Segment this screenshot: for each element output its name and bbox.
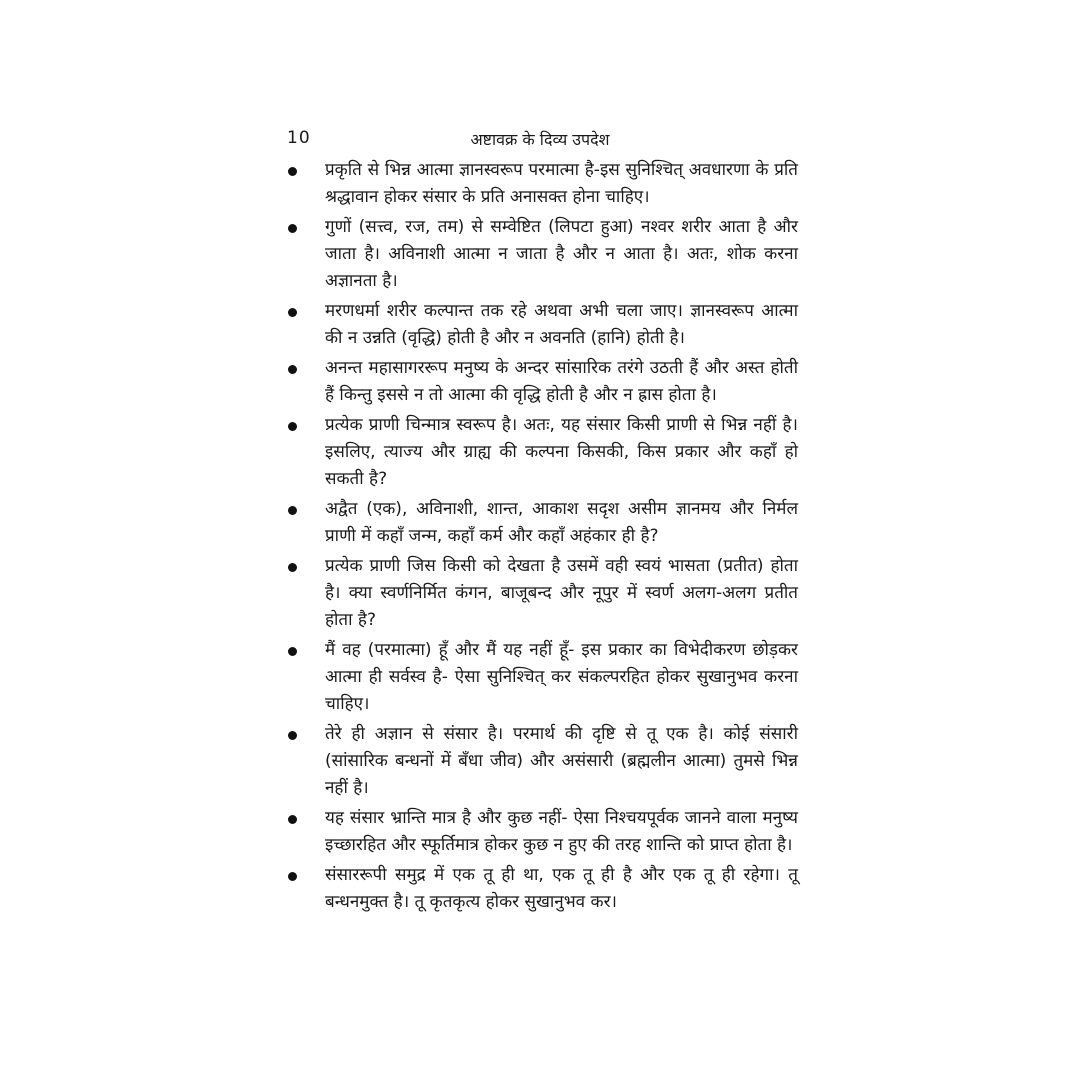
list-item-text: प्रत्येक प्राणी जिस किसी को देखता है उसमें वही स्वयं भासता (प्रतीत) होता है। क्या स्वर्णनिर्मित कंगन, बाजूबन्द और नूपुर में स्वर्ण अलग-अलग प्रतीत होता है? [325,556,798,630]
list-item [283,805,798,859]
list-item-text: मरणधर्मा शरीर कल्पान्त तक रहे अथवा अभी चला जाए। ज्ञानस्वरूप आत्मा की न उन्नति (वृद्धि) होती है और न अवनति (हानि) होती है। [325,301,798,348]
list-item [283,214,798,295]
list-item [283,412,798,493]
bullet-icon [288,422,297,431]
list-item-text: संसाररूपी समुद्र में एक तू ही था, एक तू ही है और एक तू ही रहेगा। तू बन्धनमुक्त है। तू कृतकृत्य होकर सुखानुभव कर। [325,865,798,912]
list-item [283,721,798,802]
list-item [283,496,798,550]
list-item [283,637,798,718]
running-title: अष्टावक्र के दिव्य उपदेश [470,130,610,149]
list-item [283,862,798,916]
bullet-icon [288,167,297,176]
page-number: 10 [287,128,311,148]
list-item [283,553,798,634]
list-item [283,157,798,211]
list-item-text: प्रत्येक प्राणी चिन्मात्र स्वरूप है। अतः, यह संसार किसी प्राणी से भिन्न नहीं है। इसलिए, त्याज्य और ग्राह्य की कल्पना किसकी, किस प्रकार और कहाँ हो सकती है? [325,415,798,489]
bullet-icon [288,647,297,656]
list-item-text: यह संसार भ्रान्ति मात्र है और कुछ नहीं- ऐसा निश्चयपूर्वक जानने वाला मनुष्य इच्छारहित और स्फूर्तिमात्र होकर कुछ न हुए की तरह शान्ति को प्राप्त होता है। [325,808,798,855]
bullet-icon [288,506,297,515]
bullet-icon [288,224,297,233]
list-item-text: गुणों (सत्त्व, रज, तम) से सम्वेष्टित (लिपटा हुआ) नश्वर शरीर आता है और जाता है। अविनाशी आत्मा न जाता है और न आता है। अतः, शोक करना अज्ञानता है। [325,217,798,291]
bullet-icon [288,731,297,740]
bullet-icon [288,872,297,881]
bullet-list [283,157,798,919]
list-item-text: तेरे ही अज्ञान से संसार है। परमार्थ की दृष्टि से तू एक है। कोई संसारी (सांसारिक बन्धनों में बँधा जीव) और असंसारी (ब्रह्मलीन आत्मा) तुमसे भिन्न नहीं है। [325,724,798,798]
list-item-text: अनन्त महासागररूप मनुष्य के अन्दर सांसारिक तरंगे उठती हैं और अस्त होती हैं किन्तु इससे न तो आत्मा की वृद्धि होती है और न ह्रास होता है। [325,358,798,405]
list-item-text: मैं वह (परमात्मा) हूँ और मैं यह नहीं हूँ- इस प्रकार का विभेदीकरण छोड़कर आत्मा ही सर्वस्व है- ऐसा सुनिश्चित् कर संकल्परहित होकर सुखानुभव करना चाहिए। [325,640,798,714]
list-item-text: अद्वैत (एक), अविनाशी, शान्त, आकाश सदृश असीम ज्ञानमय और निर्मल प्राणी में कहाँ जन्म, कहाँ कर्म और कहाँ अहंकार ही है? [325,499,798,546]
bullet-icon [288,563,297,572]
list-item [283,355,798,409]
list-item [283,298,798,352]
list-item-text: प्रकृति से भिन्न आत्मा ज्ञानस्वरूप परमात्मा है-इस सुनिश्चित् अवधारणा के प्रति श्रद्धावान होकर संसार के प्रति अनासक्त होना चाहिए। [325,160,798,207]
bullet-icon [288,365,297,374]
bullet-icon [288,815,297,824]
bullet-icon [288,308,297,317]
